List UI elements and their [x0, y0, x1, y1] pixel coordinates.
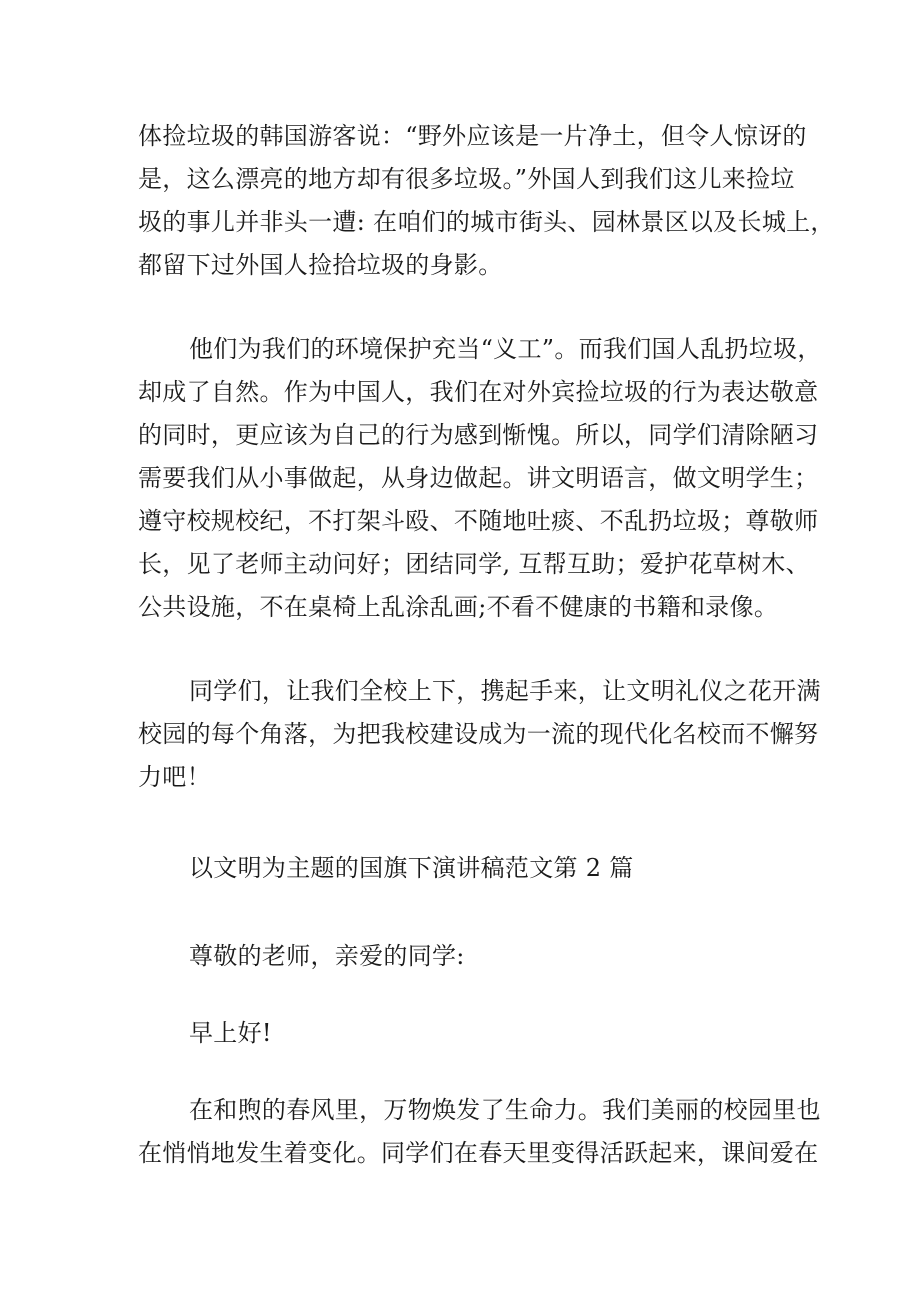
greeting: 早上好! — [189, 1019, 272, 1047]
paragraph-line: 他们为我们的环境保护充当“义工”。而我们国人乱扔垃圾， — [189, 335, 822, 363]
paragraph-2 — [138, 328, 822, 629]
salutation: 尊敬的老师，亲爱的同学: — [189, 942, 465, 970]
paragraph-line: 在和煦的春风里，万物焕发了生命力。我们美丽的校园里也 — [189, 1096, 821, 1124]
paragraph-3 — [138, 670, 821, 799]
paragraph-line: 圾的事儿并非头一遭: 在咱们的城市街头、园林景区以及长城上， — [138, 208, 835, 236]
paragraph-line: 公共设施，不在桌椅上乱涂乱画;不看不健康的书籍和录像。 — [138, 593, 779, 621]
paragraph-line: 是，这么漂亮的地方却有很多垃圾。”外国人到我们这儿来捡垃 — [138, 165, 795, 193]
paragraph-4 — [138, 1089, 821, 1175]
paragraph-line: 却成了自然。作为中国人，我们在对外宾捡垃圾的行为表达敬意 — [138, 378, 819, 406]
paragraph-line: 都留下过外国人捡拾垃圾的身影。 — [138, 251, 503, 279]
paragraph-line: 需要我们从小事做起，从身边做起。讲文明语言，做文明学生； — [138, 464, 819, 492]
paragraph-line: 力吧！ — [138, 763, 211, 791]
paragraph-line: 长，见了老师主动问好；团结同学, 互帮互助；爱护花草树木、 — [138, 550, 810, 578]
paragraph-line: 体捡垃圾的韩国游客说：“野外应该是一片净土，但令人惊讶的 — [138, 122, 807, 150]
paragraph-line: 在悄悄地发生着变化。同学们在春天里变得活跃起来，课间爱在 — [138, 1139, 819, 1167]
section-title: 以文明为主题的国旗下演讲稿范文第 2 篇 — [189, 854, 634, 882]
paragraph-line: 的同时，更应该为自己的行为感到惭愧。所以，同学们清除陋习 — [138, 421, 819, 449]
paragraph-line: 校园的每个角落，为把我校建设成为一流的现代化名校而不懈努 — [138, 720, 819, 748]
paragraph-line: 同学们，让我们全校上下，携起手来，让文明礼仪之花开满 — [189, 677, 821, 705]
paragraph-line: 遵守校规校纪，不打架斗殴、不随地吐痰、不乱扔垃圾；尊敬师 — [138, 507, 819, 535]
paragraph-1 — [138, 115, 835, 287]
